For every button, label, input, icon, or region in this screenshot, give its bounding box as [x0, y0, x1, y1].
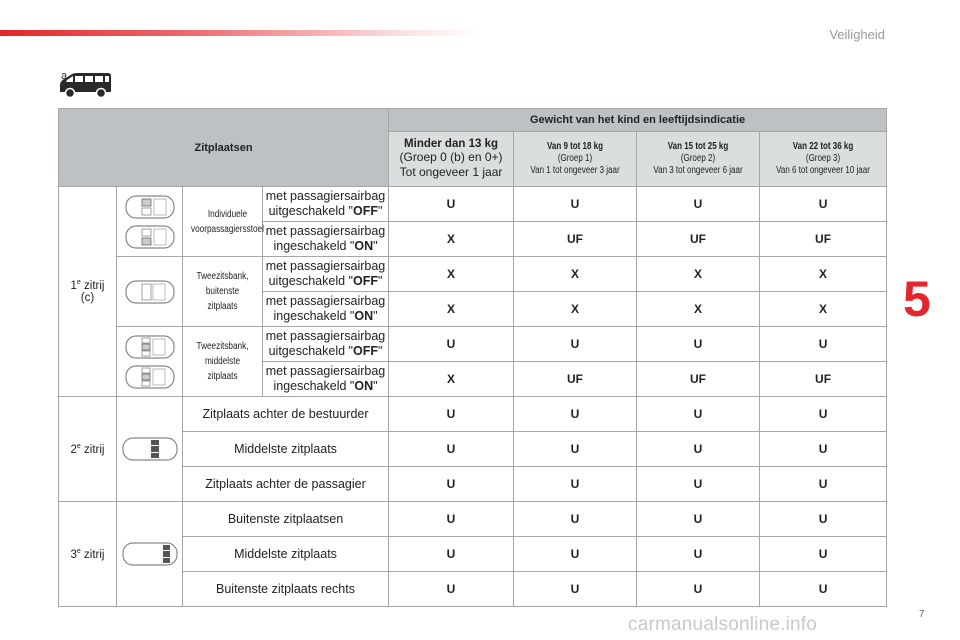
table-cell: U: [389, 327, 514, 362]
seat-diagram-bench-middle: [117, 327, 183, 397]
section-title: Veiligheid: [829, 27, 885, 42]
table-cell: U: [760, 502, 887, 537]
vehicle-illustration: [58, 70, 114, 105]
table-cell: U: [514, 327, 637, 362]
seat-diagram-second-row: [117, 397, 183, 502]
seat-location-bench-outer: Tweezitsbank, buitenste zitplaats: [183, 257, 263, 327]
table-cell: X: [389, 292, 514, 327]
table-cell: UF: [637, 362, 760, 397]
table-cell: U: [514, 397, 637, 432]
table-cell: U: [389, 432, 514, 467]
table-cell: X: [637, 257, 760, 292]
table-cell: X: [514, 257, 637, 292]
header-group-3: Van 22 tot 36 kg (Groep 3) Van 6 tot ongeveer 10 jaar: [760, 132, 887, 187]
seat-diagram-front: [117, 187, 183, 257]
table-cell: X: [389, 362, 514, 397]
table-cell: U: [389, 572, 514, 607]
table-cell: U: [637, 467, 760, 502]
table-cell: U: [637, 537, 760, 572]
table-cell: UF: [637, 222, 760, 257]
page-number: 7: [919, 609, 925, 620]
seat-desc: Buitenste zitplaatsen: [183, 502, 389, 537]
table-cell: U: [389, 467, 514, 502]
table-cell: X: [389, 222, 514, 257]
table-cell: U: [514, 572, 637, 607]
table-cell: U: [637, 432, 760, 467]
seat-desc: Zitplaats achter de passagier: [183, 467, 389, 502]
table-cell: X: [514, 292, 637, 327]
table-cell: U: [760, 432, 887, 467]
car-seat-icon: [121, 541, 179, 567]
table-cell: U: [389, 502, 514, 537]
table-cell: X: [760, 257, 887, 292]
table-cell: U: [637, 187, 760, 222]
table-cell: U: [389, 187, 514, 222]
table-cell: U: [760, 187, 887, 222]
table-cell: UF: [514, 222, 637, 257]
car-seat-icon: [124, 194, 176, 220]
table-cell: U: [760, 467, 887, 502]
car-seat-icon: [124, 279, 176, 305]
header-weight: Gewicht van het kind en leeftijdsindicatie: [389, 109, 887, 132]
airbag-desc: met passagiersairbag ingeschakeld "ON": [263, 292, 389, 327]
table-cell: U: [760, 397, 887, 432]
header-group-1: Van 9 tot 18 kg (Groep 1) Van 1 tot ongeveer 3 jaar: [514, 132, 637, 187]
seat-location-bench-middle: Tweezitsbank, middelste zitplaats: [183, 327, 263, 397]
seat-desc: Zitplaats achter de bestuurder: [183, 397, 389, 432]
seat-desc: Middelste zitplaats: [183, 537, 389, 572]
table-cell: U: [637, 327, 760, 362]
table-cell: U: [760, 572, 887, 607]
table-cell: U: [514, 537, 637, 572]
row-label-third: 3e zitrij: [59, 502, 117, 607]
row-label-second: 2e zitrij: [59, 397, 117, 502]
seat-desc: Middelste zitplaats: [183, 432, 389, 467]
table-cell: UF: [514, 362, 637, 397]
header-accent-bar: [0, 30, 480, 36]
airbag-desc: met passagiersairbag uitgeschakeld "OFF": [263, 327, 389, 362]
table-cell: X: [637, 292, 760, 327]
seat-diagram-third-row: [117, 502, 183, 607]
child-seat-table: [58, 108, 887, 607]
watermark: carmanualsonline.info: [628, 614, 818, 635]
seat-diagram-bench-outer: [117, 257, 183, 327]
table-cell: X: [389, 257, 514, 292]
table-cell: U: [760, 537, 887, 572]
vehicle-tag: a: [61, 70, 68, 82]
airbag-desc: met passagiersairbag uitgeschakeld "OFF": [263, 257, 389, 292]
table-cell: U: [637, 572, 760, 607]
car-seat-icon: [124, 364, 176, 390]
table-cell: U: [760, 327, 887, 362]
row-label-first: 1e zitrij (c): [59, 187, 117, 397]
table-cell: U: [514, 502, 637, 537]
chapter-number: 5: [903, 271, 931, 327]
seat-desc: Buitenste zitplaats rechts: [183, 572, 389, 607]
airbag-desc: met passagiersairbag ingeschakeld "ON": [263, 222, 389, 257]
header-seats: Zitplaatsen: [59, 109, 389, 187]
seat-location-individual: Individuele voorpassagiersstoel: [183, 187, 263, 257]
airbag-desc: met passagiersairbag uitgeschakeld "OFF": [263, 187, 389, 222]
table-cell: UF: [760, 222, 887, 257]
header-group-0: Minder dan 13 kg (Groep 0 (b) en 0+) Tot ongeveer 1 jaar: [389, 132, 514, 187]
table-cell: U: [514, 187, 637, 222]
header-group-2: Van 15 tot 25 kg (Groep 2) Van 3 tot ongeveer 6 jaar: [637, 132, 760, 187]
table-cell: UF: [760, 362, 887, 397]
airbag-desc: met passagiersairbag ingeschakeld "ON": [263, 362, 389, 397]
car-seat-icon: [124, 334, 176, 360]
table-cell: X: [760, 292, 887, 327]
table-cell: U: [637, 397, 760, 432]
car-seat-icon: [124, 224, 176, 250]
table-cell: U: [389, 537, 514, 572]
table-cell: U: [389, 397, 514, 432]
table-cell: U: [637, 502, 760, 537]
car-seat-icon: [121, 436, 179, 462]
table-cell: U: [514, 432, 637, 467]
table-cell: U: [514, 467, 637, 502]
